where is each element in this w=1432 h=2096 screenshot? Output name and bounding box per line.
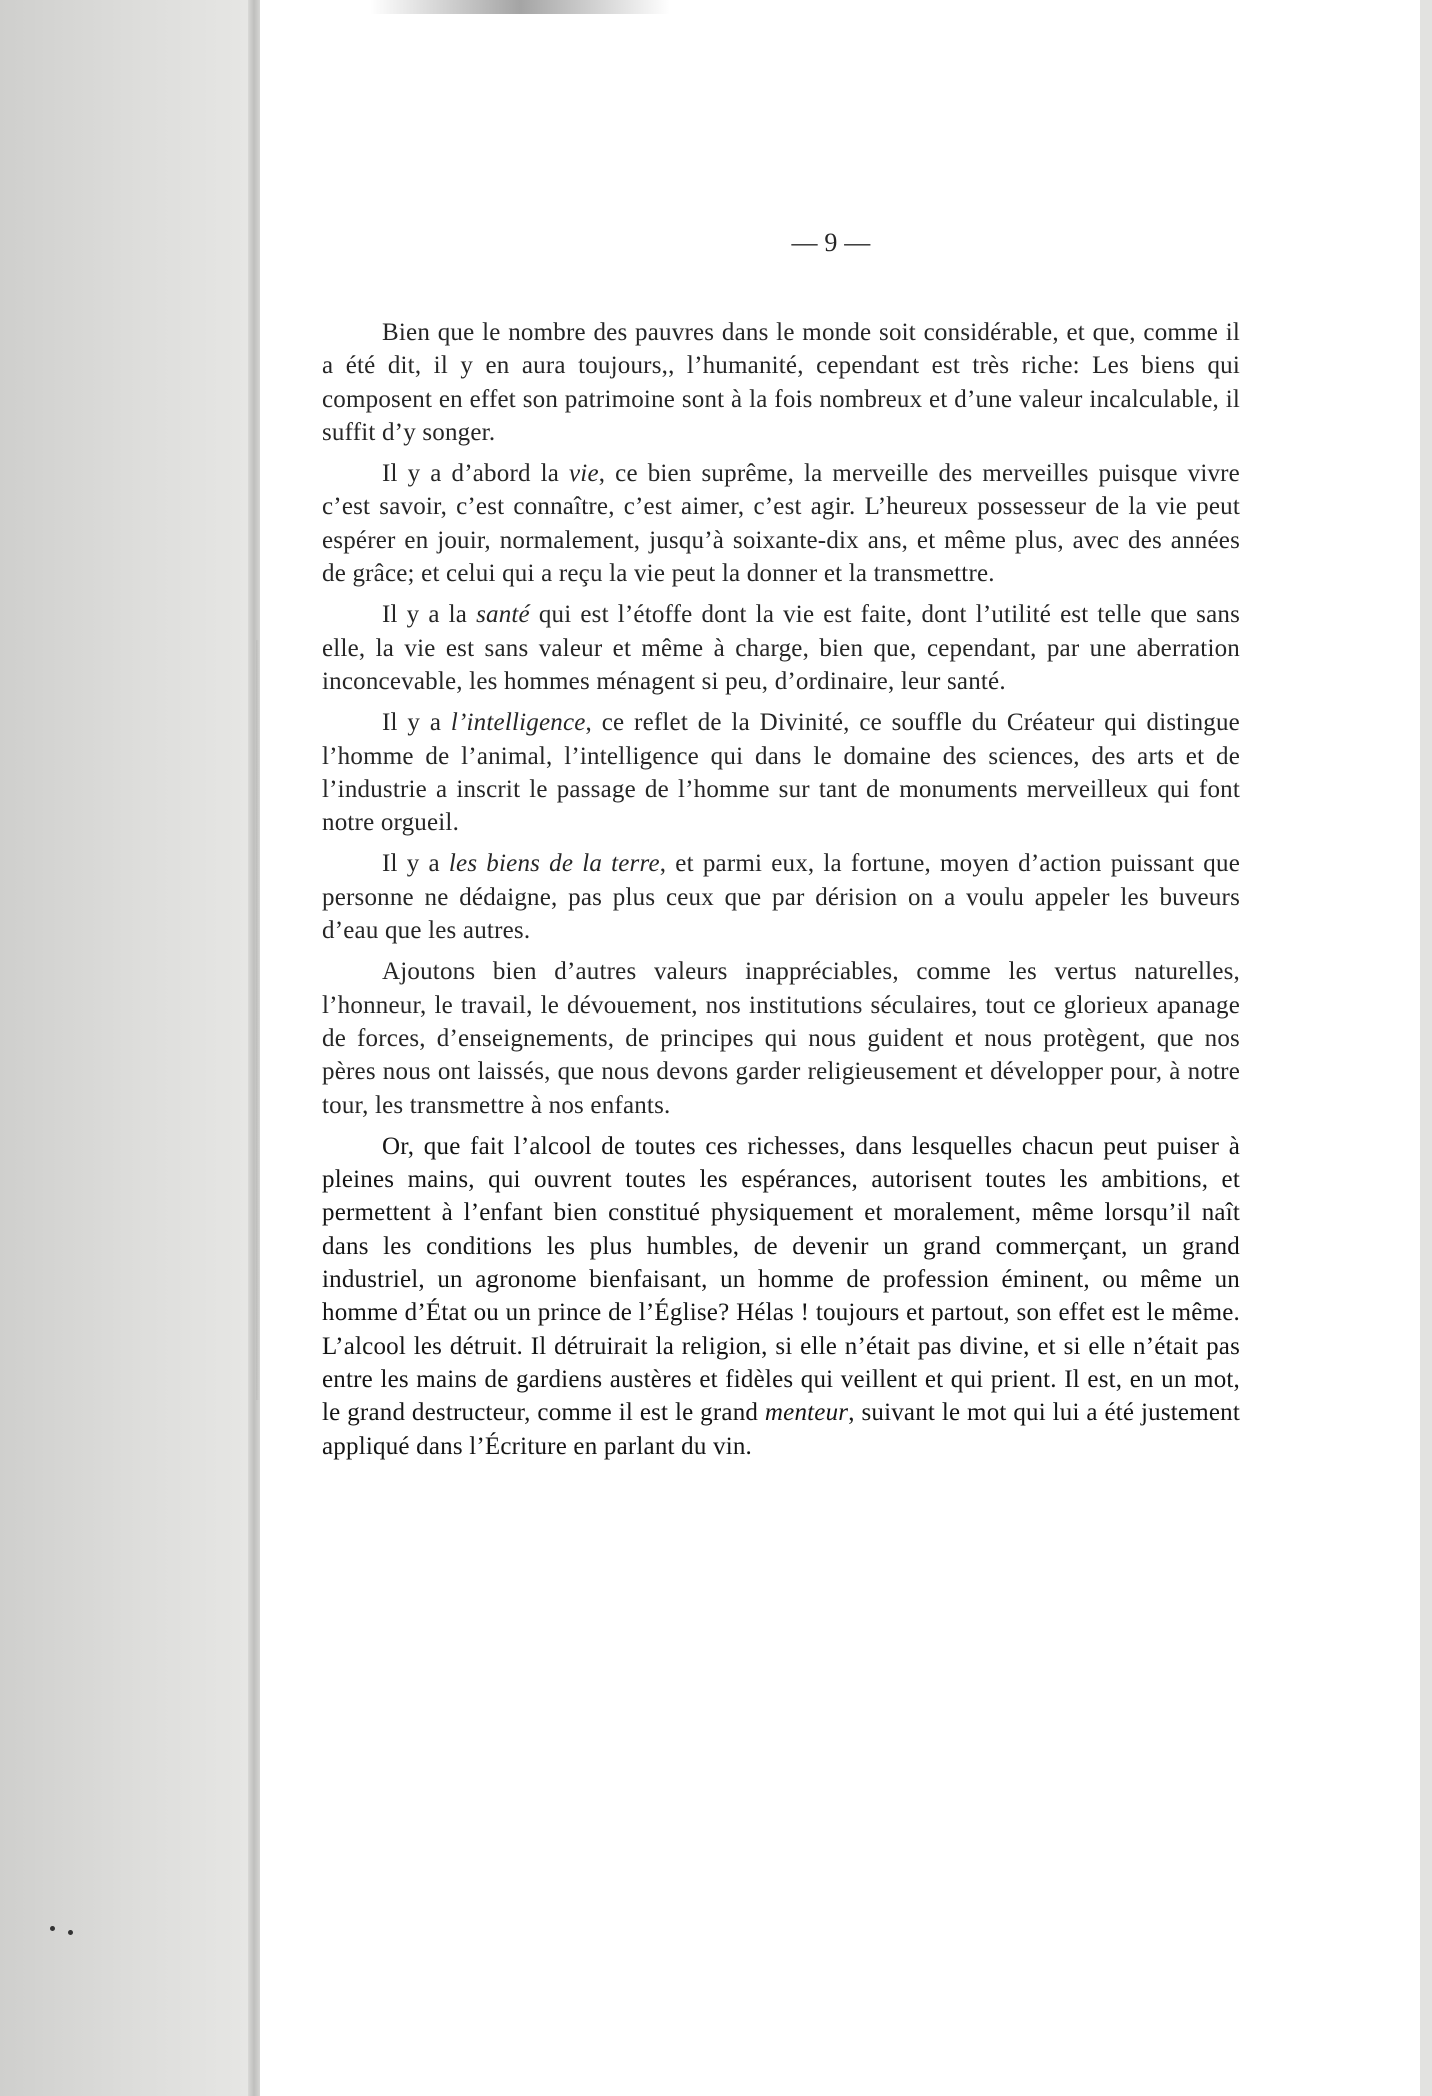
paragraph — [322, 847, 1240, 947]
italic-term: l’intelligence — [450, 709, 586, 737]
text-segment: Il y a la — [382, 601, 477, 629]
text-segment: Bien que le nombre des pauvres dans le monde soit considérable, et que, comme il a été dit, il y en aura toujours,, l’humanité, cependant est très riche: Les biens qui composent en effet son patrimoine sont à la fois nombreux et d’une valeur incalculable, il suffit d’y songer. — [322, 319, 1240, 446]
text-segment: qui est l’étoffe dont la vie est faite, dont l’utilité est telle que sans elle, la vie est sans valeur et même à charge, bien que, cependant, par une aberration inconcevable, les hommes ménagent si peu, d’ordinaire, leur santé. — [322, 601, 1240, 695]
italic-term: santé — [476, 601, 530, 629]
text-segment: Ajoutons bien d’autres valeurs inappréciables, comme les vertus naturelles, l’honneur, le travail, le dévouement, nos institutions séculaires, tout ce glorieux apanage de forces, d’enseignements, de principes qui nous guident et nous protègent, que nos pères nous ont laissés, que nous devons garder religieusement et développer pour, à notre tour, les transmettre à nos enfants. — [322, 958, 1240, 1119]
text-segment: Or, que fait l’alcool de toutes ces richesses, dans lesquelles chacun peut puiser à pleines mains, qui ouvrent toutes les espérances, autorisent toutes les ambitions, et permettent à l’enfant bien constitué physiquement et moralement, même lorsqu’il naît dans les conditions les plus humbles, de devenir un grand commerçant, un grand industriel, un agronome bienfaisant, un homme de profession éminent, ou même un homme d’État ou un prince de l’Église? Hélas ! toujours et partout, son effet est le même. L’alcool les détruit. Il détruirait la religion, si elle n’était pas divine, et si elle n’était pas entre les mains de gardiens austères et fidèles qui veillent et qui prient. Il est, en un mot, le grand destructeur, comme il est le grand — [322, 1132, 1240, 1427]
text-segment: , ce bien suprême, la merveille des merveilles puisque vivre c’est savoir, c’est connaître, c’est aimer, c’est agir. L’heureux possesseur de la vie peut espérer en jouir, normalement, jusqu’à soixante-dix ans, et même plus, avec des années de grâce; et celui qui a reçu la vie peut la donner et la transmettre. — [322, 460, 1240, 588]
italic-term: vie — [569, 460, 599, 488]
page-text-block — [322, 228, 1240, 1471]
italic-term: les biens de la terre — [448, 850, 660, 878]
paragraph — [322, 706, 1240, 839]
paragraph — [322, 457, 1240, 590]
text-segment: Il y a d’abord la — [382, 460, 570, 488]
text-segment: , et parmi eux, la fortune, moyen d’action puissant que personne ne dédaigne, pas plus ceux que par dérision on a voulu appeler les buveurs d’eau que les autres. — [322, 850, 1241, 945]
page-number: — 9 — — [791, 228, 871, 257]
left-page-margin — [0, 0, 248, 2096]
text-segment: Il y a — [382, 850, 449, 878]
paragraph — [322, 1130, 1240, 1463]
italic-term: menteur — [764, 1399, 849, 1427]
scan-speck — [68, 1930, 73, 1935]
text-segment: Il y a — [382, 709, 451, 737]
paragraphs — [322, 316, 1240, 1463]
text-segment: , ce reflet de la Divinité, ce souffle du Créateur qui distingue l’homme de l’animal, l’intelligence qui dans le domaine des sciences, des arts et de l’industrie a inscrit le passage de l’homme sur tant de monuments merveilleux qui font notre orgueil. — [322, 709, 1240, 837]
scan-artifact-top — [370, 0, 670, 14]
paragraph — [322, 316, 1240, 449]
paragraph — [322, 598, 1240, 698]
right-page-edge — [1420, 0, 1432, 2096]
text-segment: , suivant le mot qui lui a été justement appliqué dans l’Écriture en parlant du vin. — [322, 1399, 1240, 1460]
paragraph — [322, 955, 1240, 1121]
scan-speck — [50, 1926, 55, 1931]
